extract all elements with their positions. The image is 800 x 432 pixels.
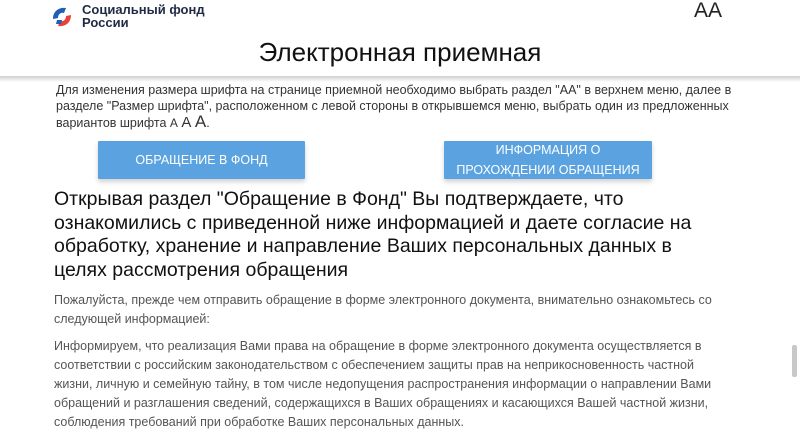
logo-line1: Социальный фонд: [82, 2, 205, 17]
logo-text: [82, 3, 205, 29]
font-size-samples: А А А.: [169, 112, 210, 131]
appeal-status-button[interactable]: ИНФОРМАЦИЯ О ПРОХОЖДЕНИИ ОБРАЩЕНИЯ: [444, 141, 652, 179]
font-sample-medium: А: [181, 114, 192, 131]
header: [0, 0, 800, 78]
appeal-button[interactable]: ОБРАЩЕНИЕ В ФОНД: [98, 141, 305, 179]
font-sample-small: А: [169, 116, 178, 130]
sfr-logo-icon: [50, 5, 74, 29]
info-paragraph-2: Информируем, что реализация Вами права на обращение в форме электронного документа осуществляется в соответствии с российским законодательством с обеспечением защиты прав на неприкосновенность частной жизни, личную и семейную тайну, в том числе недопущения распространения информации о направлении Вами обращений и разглашения сведений, содержащихся в Ваших обращениях и касающихся Вашей частной жизни, соблюдения требований при обработке Ваших персональных данных.: [54, 339, 712, 429]
main-content: [54, 82, 744, 429]
consent-heading: Открывая раздел "Обращение в Фонд" Вы подтверждаете, что ознакомились с приведенной ниже информацией и даете согласие на обработку, хранение и направление Ваших персональных данных в целях рассмотрения обращения: [54, 188, 692, 281]
logo-line2: России: [82, 15, 129, 30]
instructions-text: Для изменения размера шрифта на странице приемной необходимо выбрать раздел "АА" в верхнем меню, далее в разделе "Размер шрифта", расположенном с левой стороны в открывшемся меню, выбрать один из предложенных вариантов шрифта: [56, 83, 732, 130]
font-size-instructions: [56, 82, 736, 131]
font-sample-large: А: [194, 112, 207, 131]
page-title: Электронная приемная: [258, 37, 542, 67]
scrollbar-thumb[interactable]: [792, 345, 797, 377]
font-size-toggle[interactable]: AA: [694, 0, 723, 22]
info-paragraph-1: Пожалуйста, прежде чем отправить обращение в форме электронного документа, внимательно ознакомьтесь со следующей информацией:: [54, 293, 712, 326]
sfr-logo[interactable]: [50, 3, 205, 29]
